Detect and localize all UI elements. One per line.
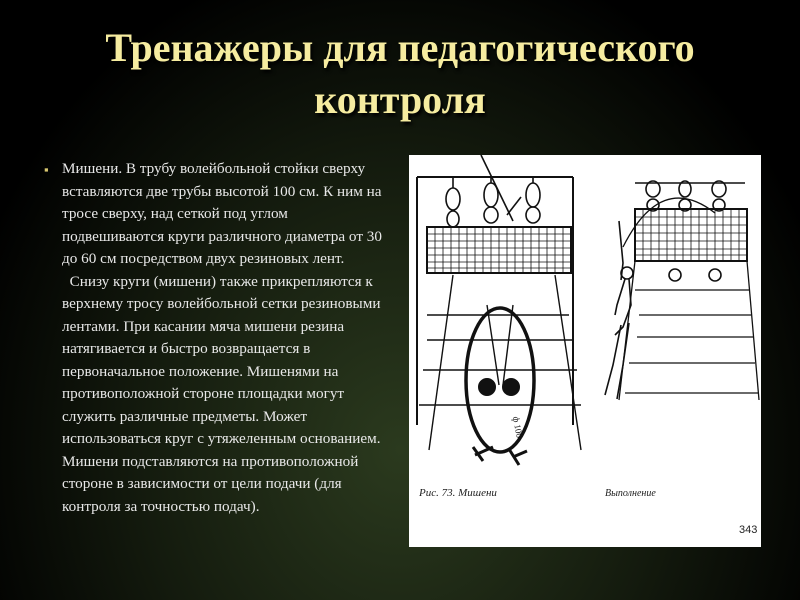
bullet-paragraph-text: Мишени. В трубу волейбольной стойки сверху вставляются две трубы высотой 100 см. К ним на тросе сверху, над сеткой под углом подвешиваются круги различного диаметра от 30 до 60 см посредством двух резиновых лент. [62,160,382,267]
targets-illustration [409,155,761,547]
left-weight [479,379,495,395]
figure-caption: Рис. 73. Мишени [419,487,497,499]
bullet-text-block [44,158,392,518]
bullet-icon: ▪ [44,162,49,177]
continuation-paragraph [62,271,392,519]
page-number: 343 [739,524,758,536]
right-weight [503,379,519,395]
illustration-figure [409,155,761,547]
diameter-label: ф 100 [511,415,525,439]
player-figure [605,221,633,399]
net-mesh [427,227,571,273]
bullet-paragraph [44,158,392,271]
right-court-lines [619,261,759,400]
right-target-rings [646,181,726,211]
figure-caption-right: Выполнение [605,488,656,499]
court-lines [419,275,581,450]
upper-target-rings [446,155,540,227]
ball-trajectory [623,198,715,247]
slide-title: Тренажеры для педагогического контроля [105,25,695,122]
continuation-paragraph-text: Снизу круги (мишени) также прикрепляются к верхнему тросу волейбольной сетки резиновыми лентами. При касании мяча мишени резина натягивается и быстро возвращается в первоначальное положение. Мишенями на противоположной стороне площадки могут служить различные предметы. Может использоваться круг с утяжеленным основанием. Мишени подставляются на противоположной стороне в зависимости от цели подачи (для контроля за точностью подач). [62,272,381,515]
